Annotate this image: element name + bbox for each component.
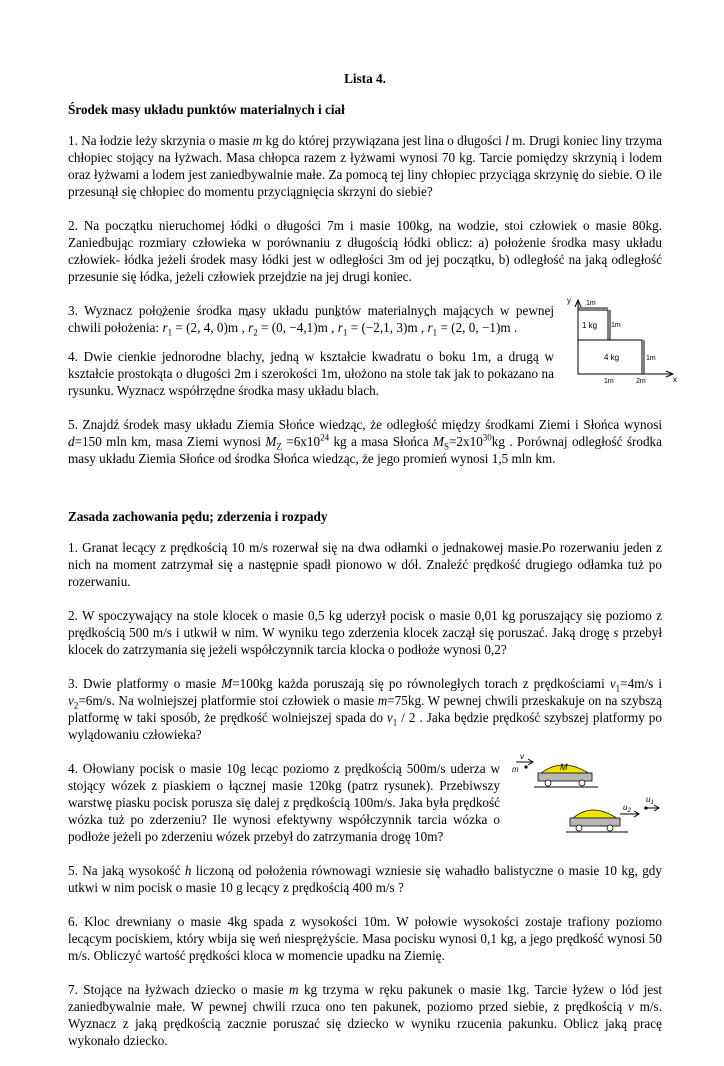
momentum-problem-2: 2. W spoczywający na stole klocek o masie 0,5 kg uderzył pocisk o masie 0,01 kg poruszający się poziomo z prędkością 500 m/s i utkwił w nim. W wyniku tego zderzenia klocek zaczął się poruszać. Jaką drogę s przebył klocek do zatrzymania się jeżeli współczynnik tarcia klocka o podłoże wynosi 0,2? (68, 608, 663, 657)
cart-after (566, 795, 659, 832)
document-page (68, 58, 677, 1066)
momentum-problem-6: 6. Kloc drewniany o masie 4kg spada z wysokości 10m. W połowie wysokości zostaje trafiony poziomo lecącym pociskiem, który wbija się weń niesprężyście. Masa pocisku wynosi 0,1 kg, a jego prędkość wynosi 50 m/s. Obliczyć wartość prędkości kloca w momencie upadku na Ziemię. (68, 914, 662, 963)
square-mass-label: 1 kg (582, 321, 598, 330)
cart-velocity-label: $u_2$ (623, 803, 631, 814)
plates-figure (564, 294, 684, 384)
x-axis-label: x (673, 375, 677, 384)
rectangle-mass-label: 4 kg (604, 353, 620, 362)
problem-5: 5. Znajdź środek masy układu Ziemia Słońce wiedząc, że odległość między środkami Ziemi i Słońca wynosi d=150 mln km, masa Ziemi wynosi $M_Z =6x10^{24}$ kg a masa Słońca $M_S=2x10^{30}kg$ . Porównaj odległość środka masy układu Ziemia Słońce od środka Słońca wiedząc, że jego promień wynosi 1,5 mln km. (68, 417, 663, 466)
momentum-problem-4: 4. Ołowiany pocisk o masie 10g lecąc poziomo z prędkością 500m/s uderza w stojący wózek z piaskiem o łącznej masie 120kg (patrz rysunek). Przebiwszy warstwę piasku pocisk porusza się dalej z prędkością 100m/s. Jaka była prędkość wózka tuż po zderzeniu? Ile wynosi efektywny współczynnik tarcia wózka o podłoże jeżeli po zderzeniu wózek przebył do zatrzymania drogę 10m? (68, 761, 500, 844)
problem-2: 2. Na początku nieruchomej łódki o długości 7m i masie 100kg, na wodzie, stoi człowiek o masie 80kg. Zaniedbując rozmiary człowieka w porównaniu z długością łódki oblicz: a) położenie środka masy układu człowiek- łódka jeżeli środek masy łódki jest w odległości 3m od jej początku, b) odległość na jaką odległość przesunie się łódka, jeżeli człowiek przejdzie na jej drugi koniec. (68, 218, 662, 284)
document-title: Lista 4. (344, 71, 386, 86)
momentum-problem-3: 3. Dwie platformy o masie M=100kg każda poruszają się po równoległych torach z prędkościami $v_1=4m/s$ i $v_2=6m/s$. Na wolniejszej platformie stoi człowiek o masie m=75kg. W pewnej chwili przeskakuje on na szybszą platformę w taki sposób, że prędkość wolniejszej spada do $v_1 / 2$ . Jaka będzie prędkość szybszej platformy po wylądowaniu człowieka? (68, 676, 662, 742)
rect-side-label: 1m (646, 355, 656, 362)
bullet-velocity-label: v (520, 752, 524, 761)
momentum-problem-7: 7. Stojące na łyżwach dziecko o masie m kg trzyma w ręku pakunek o masie 1kg. Tarcie łyżew o lód jest zaniedbywalnie małe. W pewnej chwili rzuca ono ten pakunek, poziomo przed siebie, z prędkością v m/s. Wyznacz z jaką prędkością zacznie poruszać się dziecko w wyniku rzucenia pakunku. Oblicz jaką pracę wykonało dziecko. (68, 982, 663, 1048)
cart-wheel (576, 825, 582, 831)
bullet-after-velocity-label: $u_1$ (646, 795, 654, 806)
cart-figure (506, 752, 662, 842)
square-side-label: 1m (611, 322, 621, 329)
cart-mass-label: M (560, 762, 568, 772)
problem-1: 1. Na łodzie leży skrzynia o masie m kg do której przywiązana jest lina o długości l m. Drugi koniec liny trzyma chłopiec stojący na łyżwach. Masa chłopca razem z łyżwami wynosi 70 kg. Tarcie pomiędzy skrzynią i lodem oraz łyżwami a lodem jest zaniedbywalnie małe. Za pomocą tej liny chłopiec przyciąga skrzynię do siebie. O ile przesunął się chłopiec do momentu przyciągnięcia skrzyni do siebie? (68, 133, 662, 199)
y-axis-label: y (567, 296, 571, 305)
cart-wheel (579, 780, 585, 786)
cart-wheel (545, 780, 551, 786)
momentum-problem-5: 5. Na jaką wysokość h liczoną od położenia równowagi wzniesie się wahadło balistyczne o masie 10 kg, gdy utkwi w nim pocisk o masie 10 g lecący z prędkością 400 m/s ? (68, 863, 662, 895)
section-heading-momentum: Zasada zachowania pędu; zderzenia i rozpady (68, 509, 328, 524)
cart-before (512, 752, 598, 787)
section-heading-center-of-mass: Środek masy układu punktów materialnych i ciał (68, 102, 345, 117)
bottom-1m-label: 1m (604, 378, 614, 384)
bullet-mass-label: m (512, 765, 519, 774)
problem-3: 3. Wyznacz położenie środka masy układu punktów materialnych mających w pewnej chwili położenia: r $_1$ = (2, 4, 0)m , r $_2$ = (0, −4,1)m , r $_1$ = (−2,1, 3)m , r $_1$ = (2, 0, −1)m . (68, 303, 554, 338)
cart-body-after (570, 818, 620, 826)
momentum-problem-1: 1. Granat lecący z prędkością 10 m/s rozerwał się na dwa odłamki o jednakowej masie.Po rozerwaniu jeden z nich na moment zatrzymał się a następnie spadł pionowo w dół. Znaleźć prędkość drugiego odłamka tuż po rozerwaniu. (68, 540, 662, 589)
cart-body-before (538, 773, 592, 781)
bullet (524, 765, 527, 768)
cart-wheel (607, 825, 613, 831)
top-dimension-label: 1m (586, 300, 596, 307)
bottom-2m-label: 2m (636, 378, 646, 384)
problem-4: 4. Dwie cienkie jednorodne blachy, jedną w kształcie kwadratu o boku 1m, a drugą w kształcie prostokąta o długości 2m i szerokości 1m, ułożono na stole tak jak to pokazano na rysunku. Wyznacz współrzędne środka masy układu blach. (68, 349, 554, 398)
